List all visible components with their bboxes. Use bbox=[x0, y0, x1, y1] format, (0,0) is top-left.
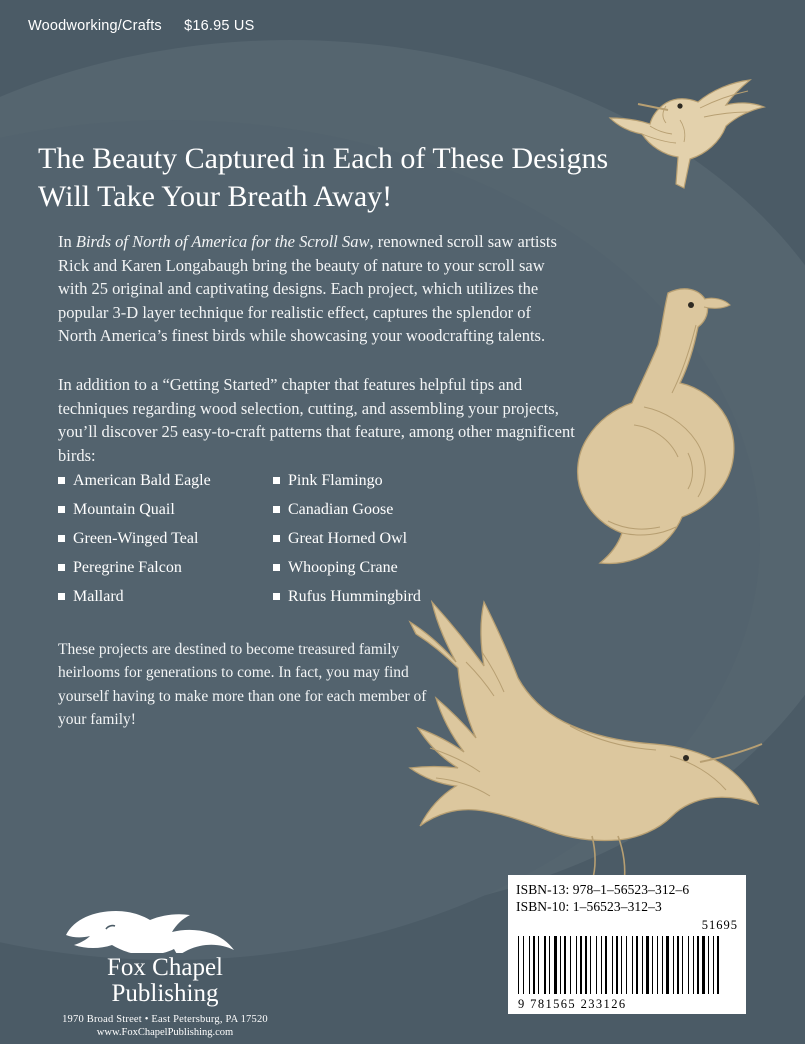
square-bullet-icon bbox=[58, 564, 65, 571]
bird-name: Mallard bbox=[73, 588, 124, 605]
square-bullet-icon bbox=[273, 506, 280, 513]
fox-logo-icon bbox=[50, 905, 280, 953]
page-title: The Beauty Captured in Each of These Designs Will Take Your Breath Away! bbox=[38, 142, 609, 214]
bird-list-column-left bbox=[58, 473, 273, 618]
list-item bbox=[273, 531, 421, 547]
list-item bbox=[273, 502, 421, 518]
publisher-block bbox=[40, 905, 290, 1038]
bird-name: Pink Flamingo bbox=[288, 472, 383, 489]
square-bullet-icon bbox=[273, 535, 280, 542]
list-item bbox=[273, 560, 421, 576]
isbn13-label: ISBN-13: 978–1–56523–312–6 bbox=[516, 882, 690, 897]
bird-name: Green-Winged Teal bbox=[73, 530, 199, 547]
bird-name: Canadian Goose bbox=[288, 501, 394, 518]
square-bullet-icon bbox=[273, 593, 280, 600]
second-paragraph: In addition to a “Getting Started” chapter that features helpful tips and techniques regarding wood selection, cutting, and assembling your projects, you’ll discover 25 easy-to-craft patterns that feature, among other magnificent birds: bbox=[58, 375, 575, 465]
list-item bbox=[58, 531, 273, 547]
square-bullet-icon bbox=[58, 593, 65, 600]
intro-post-text: , renowned scroll saw artists Rick and Karen Longabaugh bring the beauty of nature to your scroll saw with 25 original and captivating designs. Each project, which utilizes the popular 3-D layer technique for realistic effect, captures the splendor of North America’s finest birds while showcasing your woodcrafting talents. bbox=[58, 232, 557, 346]
category-label: Woodworking/Crafts bbox=[28, 18, 162, 34]
list-item bbox=[58, 502, 273, 518]
bird-name: American Bald Eagle bbox=[73, 472, 211, 489]
price-code-label: 51695 bbox=[701, 918, 738, 932]
square-bullet-icon bbox=[273, 477, 280, 484]
closing-paragraph: These projects are destined to become treasured family heirlooms for generations to come. In fact, you may find yourself having to make more than one for each member of your family! bbox=[58, 641, 427, 728]
bird-list-column-right bbox=[273, 473, 421, 618]
intro-paragraph bbox=[58, 230, 558, 348]
bird-name: Whooping Crane bbox=[288, 559, 398, 576]
square-bullet-icon bbox=[58, 477, 65, 484]
bird-name: Great Horned Owl bbox=[288, 530, 408, 547]
publisher-name-line1: Fox Chapel bbox=[107, 954, 223, 981]
publisher-name-line2: Publishing bbox=[111, 980, 219, 1008]
header-bar bbox=[28, 18, 254, 34]
square-bullet-icon bbox=[58, 506, 65, 513]
bird-name: Rufus Hummingbird bbox=[288, 588, 421, 605]
barcode-number-label: 9 781565 233126 bbox=[518, 997, 627, 1011]
barcode-bars bbox=[518, 936, 736, 994]
isbn10-label: ISBN-10: 1–56523–312–3 bbox=[516, 899, 662, 915]
price-label: $16.95 US bbox=[184, 18, 255, 34]
square-bullet-icon bbox=[273, 564, 280, 571]
list-item bbox=[273, 473, 421, 489]
isbn-box bbox=[508, 875, 746, 920]
list-item bbox=[58, 589, 273, 605]
square-bullet-icon bbox=[58, 535, 65, 542]
publisher-website[interactable]: www.FoxChapelPublishing.com bbox=[96, 1026, 234, 1038]
hummingbird-icon bbox=[580, 60, 770, 210]
bird-list bbox=[58, 473, 538, 618]
publisher-address: 1970 Broad Street • East Petersburg, PA 17520 bbox=[62, 1013, 268, 1025]
intro-pre-text: In bbox=[58, 232, 76, 251]
duck-icon bbox=[548, 275, 768, 595]
book-title-italic: Birds of North of America for the Scroll Saw bbox=[75, 232, 370, 251]
bird-name: Peregrine Falcon bbox=[73, 559, 182, 576]
list-item bbox=[58, 473, 273, 489]
crane-icon bbox=[370, 600, 790, 900]
barcode bbox=[508, 916, 746, 1014]
bird-name: Mountain Quail bbox=[73, 501, 175, 518]
list-item bbox=[58, 560, 273, 576]
